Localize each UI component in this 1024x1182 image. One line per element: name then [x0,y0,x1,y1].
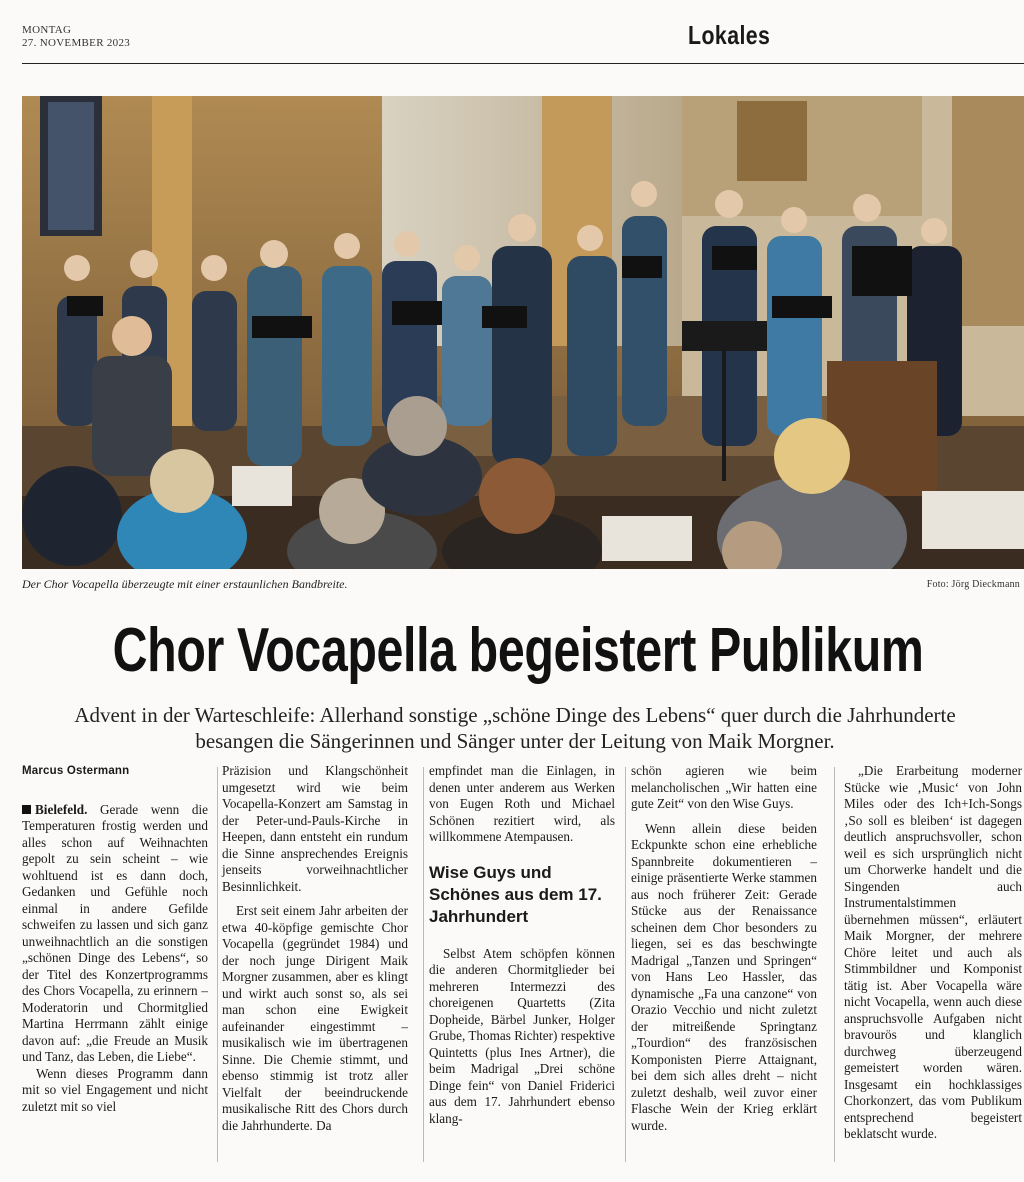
article-paragraph: Wenn dieses Programm dann mit so viel Engagement und nicht zuletzt mit so viel [22,1065,208,1114]
article-paragraph: Selbst Atem schöpfen können die anderen Chormitglieder bei mehreren Intermezzi des choreigenen Quartetts (Zita Dopheide, Bärbel Junker, Holger Grube, Thomas Richter) respektive Quintetts (plus Ines Artner), die beim Madrigal „Drei schöne Dinge fein“ von Daniel Friderici aus dem 17. Jahrhundert ebenso klang- [429,945,615,1126]
article-paragraph: schön agieren wie beim melancholischen „Wir hatten eine gute Zeit“ von den Wise Guys. [631,763,817,811]
article-column-2 [222,763,408,1134]
column-divider [625,767,626,1162]
article-column-3 [429,763,615,1127]
photo-credit: Foto: Jörg Dieckmann [926,579,1020,590]
choir-photo [22,96,1024,569]
column-divider [217,767,218,1162]
article-crosshead: Wise Guys und Schönes aus dem 17. Jahrhundert [429,862,602,926]
article-column-5 [844,763,1022,1143]
choir-photo-illustration [22,96,1024,569]
article-paragraph: „Die Erarbeitung moderner Stücke wie ‚Music‘ von John Miles oder des Ich+Ich-Songs ‚So soll es bleiben‘ ist dagegen deutlich anspruchsvoller, schon weil es sich ursprünglich nicht um Chorwerke handelt und die Singenden auch Instrumentalstimmen übernehmen müssen“, erläutert Maik Morgner, der mehrere Chöre leitet und auch als Stimmbildner und Komponist tätig ist. Aber Vocapella wäre nicht Vocapella, wenn auch diese anspruchsvolle Aufgaben nicht bravourös und klanglich durchweg überzeugend gemeistert worden wären. Insgesamt ein hochklassiges Chorkonzert, das vom Publikum entsprechend begeistert beklatscht wurde. [844,763,1022,1141]
article-column-4 [631,763,817,1134]
article-subhead: Advent in der Warteschleife: Allerhand sonstige „schöne Dinge des Lebens“ quer durch die Jahrhunderte besangen die Sängerinnen und Sänger unter der Leitung von Maik Morgner. [74,703,956,753]
column-divider [834,767,835,1162]
article-paragraph: Wenn allein diese beiden Eckpunkte schon eine erhebliche Spannbreite dokumentieren – einige präsentierte Werke stammen aus noch früherer Zeit: Gerade Stücke aus der Renaissance scheinen dem Chor besonders zu liegen, sei es das beschwingte Madrigal „Tanzen und Springen“ von Hans Leo Hassler, das dynamische „Fa una canzone“ von Orazio Vecchio und nicht zuletzt der mitreißende Springtanz „Tourdion“ des französischen Komponisten Pierre Attaignant, bei dem sich alles dreht – nicht zuletzt deshalb, weil zuvor einer Flasche Wein der Krieg erklärt wurde. [631,820,817,1133]
issue-weekday: MONTAG [22,24,72,36]
article-body [22,763,1022,1173]
article-paragraph [22,802,208,1066]
article-paragraph: Präzision und Klangschönheit umgesetzt wird wie beim Vocapella-Konzert am Samstag in der Peter-und-Pauls-Kirche in Heepen, dann entsteht ein rundum die Sinne ansprechendes Ereignis jenseits vorweihnachtlicher Besinnlichkeit. [222,763,408,894]
article-column-1 [22,763,208,1115]
photo-caption: Der Chor Vocapella überzeugte mit einer erstaunlichen Bandbreite. [22,577,348,591]
lead-square-icon [22,805,31,814]
article-author: Marcus Ostermann [22,765,130,777]
article-paragraph: empfindet man die Einlagen, in denen unter anderem aus Werken von Eugen Roth und Michael Schönen rezitiert wird, als willkommene Atempausen. [429,763,615,844]
article-headline: Chor Vocapella begeistert Publikum [112,616,924,685]
section-title: Lokales [687,20,770,50]
article-paragraph: Erst seit einem Jahr arbeiten der etwa 40-köpfige gemischte Chor Vocapella (gegründet 1984) und der noch junge Dirigent Maik Morgner zusammen, aber es klingt und wirkt auch sonst so, als sei man schon eine Ewigkeit aufeinander eingestimmt – musikalisch wie im übertragenen Sinne. Die Chemie stimmt, und ebenso stimmig ist trotz aller Vielfalt der beeindruckende musikalische Ritt des Chors durch die Jahrhunderte. Da [222,903,408,1133]
dateline-place: Bielefeld. [35,801,88,817]
masthead-rule [22,63,1024,64]
issue-full-date: 27. NOVEMBER 2023 [22,37,131,49]
paragraph-text: Gerade wenn die Temperaturen frostig werden und alles schon auf Weihnachten gepolt zu sein scheint – wie wohltuend ist es dann doch, Gedanken und Gefühle noch einmal in andere Gefilde schweifen zu lassen und sich ganz unweihnachtlich an die sonstigen „schönen Dinge des Lebens“, so der Titel des Konzertprogramms des Chors Vocapella, zu erinnern – Moderatorin und Chormitglied Martina Herrmann zählt einige davon auf: „die Freude an Musik und Tanz, das Leben, die Liebe“. [22,801,208,1064]
issue-date [22,24,130,50]
column-divider [423,767,424,1162]
masthead [22,14,1002,66]
